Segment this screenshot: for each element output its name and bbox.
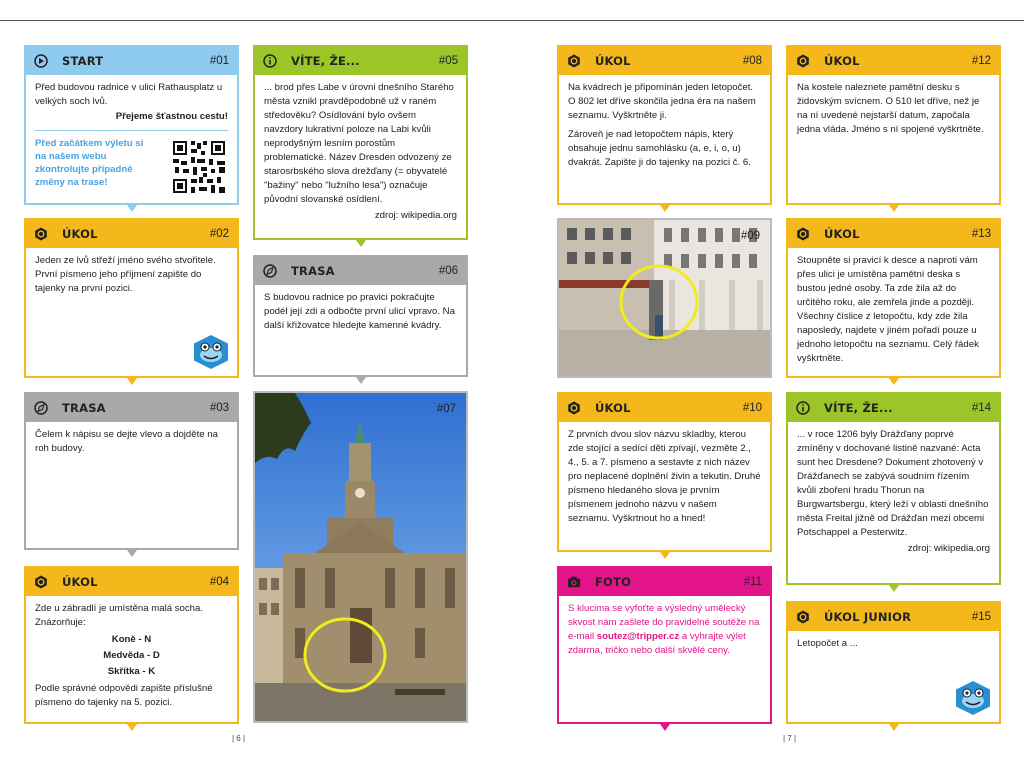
flow-arrow — [660, 552, 670, 559]
card-header — [26, 394, 237, 422]
hexagon-target-icon — [34, 227, 48, 241]
flow-arrow — [127, 724, 137, 731]
photo-street — [557, 218, 772, 378]
card-title: ÚKOL — [62, 575, 98, 589]
card-title: VÍTE, ŽE... — [824, 401, 893, 415]
top-rule — [0, 20, 1024, 21]
compass-icon — [34, 401, 48, 415]
card-route — [253, 255, 468, 377]
option-bear: Medvěda - D — [103, 650, 160, 661]
flow-arrow — [356, 240, 366, 247]
card-title: FOTO — [595, 575, 632, 589]
card-header — [255, 257, 466, 285]
card-text: Na kvádrech je připomínán jeden letopočet. O 802 let dříve skončila jedna éra na našem seznamu. Vyškrtněte ji. — [568, 82, 756, 121]
page-number-left: | 6 | — [232, 734, 246, 743]
card-title: ÚKOL — [595, 54, 631, 68]
card-text: Z prvních dvou slov názvu skladby, kterou zde stojící a sedící děti zpívají, vezměte 2., 4., 5. a 7. písmeno a sestavte z nich název pro neplacené doplnění živin a tekutin. Druhé písmeno hledaného slova je prvním písmenem jednoho názvu v našem seznamu. Vyškrtnout ho a hned! — [568, 429, 761, 524]
photo-church — [253, 391, 468, 723]
card-number: #03 — [209, 402, 229, 414]
photo-number: #09 — [740, 230, 760, 242]
card-source: zdroj: wikipedia.org — [907, 543, 990, 554]
card-header — [788, 603, 999, 631]
card-number: #12 — [971, 55, 991, 67]
card-title: TRASA — [62, 401, 106, 415]
card-title: ÚKOL — [62, 227, 98, 241]
card-did-you-know — [253, 45, 468, 240]
card-task — [786, 218, 1001, 378]
card-text: Čelem k nápisu se dejte vlevo a dojděte na roh budovy. — [35, 429, 218, 454]
card-title: ÚKOL JUNIOR — [824, 610, 912, 624]
card-number: #11 — [743, 576, 762, 588]
card-text: Podle správné odpovědi zapište příslušné písmeno do tajenky na 5. pozici. — [35, 683, 213, 708]
card-task-junior — [786, 601, 1001, 724]
card-text: Zde u zábradlí je umístěna malá socha. Znázorňuje: — [35, 603, 203, 628]
card-text: Před budovou radnice v ulici Rathausplatz u velkých soch lvů. — [35, 82, 223, 107]
camera-icon — [567, 575, 581, 589]
photo-text-start: S klucima se vyfoťte a výsledný umělecký skvost nám zašlete do pravidelné soutěže na e-mail — [568, 603, 760, 642]
card-text: Letopočet a ... — [797, 638, 858, 649]
hexagon-target-icon — [567, 54, 581, 68]
card-title: ÚKOL — [824, 227, 860, 241]
card-title: VÍTE, ŽE... — [291, 54, 360, 68]
card-number: #10 — [742, 402, 762, 414]
card-number: #06 — [438, 265, 458, 277]
card-header — [559, 394, 770, 422]
card-text — [568, 602, 761, 658]
flow-arrow — [889, 205, 899, 212]
card-number: #08 — [742, 55, 762, 67]
card-title: TRASA — [291, 264, 335, 278]
flow-arrow — [127, 378, 137, 385]
card-number: #15 — [971, 611, 991, 623]
option-elf: Skřítka - K — [107, 666, 156, 677]
info-circle-icon — [263, 54, 277, 68]
card-did-you-know — [786, 392, 1001, 585]
flow-arrow — [356, 377, 366, 384]
flow-arrow — [889, 724, 899, 731]
card-number: #05 — [438, 55, 458, 67]
street-photo-image — [559, 220, 770, 376]
flow-arrow — [889, 585, 899, 592]
hexagon-target-icon — [567, 401, 581, 415]
card-header — [559, 47, 770, 75]
card-route — [24, 392, 239, 550]
frog-mascot-icon — [192, 334, 230, 370]
play-circle-icon — [34, 54, 48, 68]
card-header — [26, 568, 237, 596]
card-task — [786, 45, 1001, 205]
card-text: ... brod přes Labe v úrovni dnešního Starého města vznikl pravděpodobně už v raném středověku? Osídlování bylo ovšem navzdory lukrativní poloze na Labi kvůli neprodyšným lesním porostům problematické. Název Dresden odvozený ze starosrbského slova drežďany (= obyvatelé "bažiny" nebo "lužního lesa") označuje původní slovanské osídlení. — [264, 82, 454, 205]
card-header — [559, 568, 770, 596]
card-wish: Přejeme šťastnou cestu! — [115, 111, 228, 122]
contest-email-link[interactable]: soutez@tripper.cz — [596, 631, 680, 642]
compass-icon — [263, 264, 277, 278]
card-number: #02 — [209, 228, 229, 240]
card-text: Stoupněte si pravicí k desce a naproti vám přes ulici je umístěna pamětní deska s bustou jedné osoby. Ta zde žila až do určitého roku, ale zemřela jinde a později. Všechny číslice z letopočtu, kdy zde žila naposledy, najdete v jiném pořadí pouze u jednoho letopočtu na seznamu. Celý řádek vyškrtněte. — [797, 255, 979, 364]
church-photo-image — [255, 393, 466, 721]
card-text: Zároveň je nad letopočtem nápis, který obsahuje jednu samohlásku (a, e, i, o, u) dvakrát. Zapište ji do tajenky na pozici č. 6. — [568, 129, 751, 168]
card-title: ÚKOL — [824, 54, 860, 68]
hexagon-target-icon — [34, 575, 48, 589]
card-text: ... v roce 1206 byly Drážďany poprvé zmíněny v dochované listině nazvané: Acta sunt hec Dresdene? Dokument zhotovený v Drážďanech se zabývá soudním řízením kvůli zboření hradu Thorun na Burgwartsbergu, který leží v oblasti dnešního města Freital jižně od Drážďan mezi obcemi Potschappel a Pesterwitz. — [797, 429, 989, 538]
card-number: #04 — [209, 576, 229, 588]
card-number: #13 — [971, 228, 991, 240]
card-header — [788, 394, 999, 422]
frog-mascot-icon — [954, 680, 992, 716]
card-title: START — [62, 54, 104, 68]
card-number: #14 — [971, 402, 991, 414]
card-text: S budovou radnice po pravici pokračujte podél její zdi a odbočte první ulicí vpravo. Na další křižovatce hledejte kamenné kvádry. — [264, 292, 455, 331]
card-task — [24, 218, 239, 378]
card-header — [26, 220, 237, 248]
card-photo — [557, 566, 772, 724]
flow-arrow — [889, 378, 899, 385]
card-header — [255, 47, 466, 75]
card-start — [24, 45, 239, 205]
card-task — [557, 45, 772, 205]
qr-code-icon[interactable] — [171, 139, 227, 195]
flow-arrow — [127, 550, 137, 557]
hexagon-target-icon — [796, 54, 810, 68]
card-number: #01 — [209, 55, 229, 67]
card-title: ÚKOL — [595, 401, 631, 415]
divider — [35, 130, 228, 131]
photo-text-end: a vyhrajte výlet zdarma, tričko nebo další skvělé ceny. — [568, 631, 746, 656]
card-task — [24, 566, 239, 724]
hexagon-target-icon — [796, 227, 810, 241]
flow-arrow — [660, 205, 670, 212]
web-check-note: Před začátkem výletu si na našem webu zkontrolujte případné změny na trase! — [35, 138, 144, 188]
card-text: Na kostele naleznete pamětní desku s židovským svícnem. O 510 let dříve, než je na ní uvedené nejstarší datum, započala jedna vláda. Jméno s ní spojené vyškrtněte. — [797, 82, 984, 135]
option-horse: Koně - N — [111, 634, 152, 645]
card-source: zdroj: wikipedia.org — [374, 210, 457, 221]
hexagon-target-icon — [796, 610, 810, 624]
card-header — [788, 47, 999, 75]
card-text: Jeden ze lvů střeží jméno svého stvořitele. První písmeno jeho příjmení zapište do tajenky na první pozici. — [35, 255, 216, 294]
card-header — [26, 47, 237, 75]
page-number-right: | 7 | — [783, 734, 797, 743]
photo-number: #07 — [436, 403, 456, 415]
info-circle-icon — [796, 401, 810, 415]
flow-arrow — [660, 724, 670, 731]
card-header — [788, 220, 999, 248]
flow-arrow — [127, 205, 137, 212]
card-task — [557, 392, 772, 552]
